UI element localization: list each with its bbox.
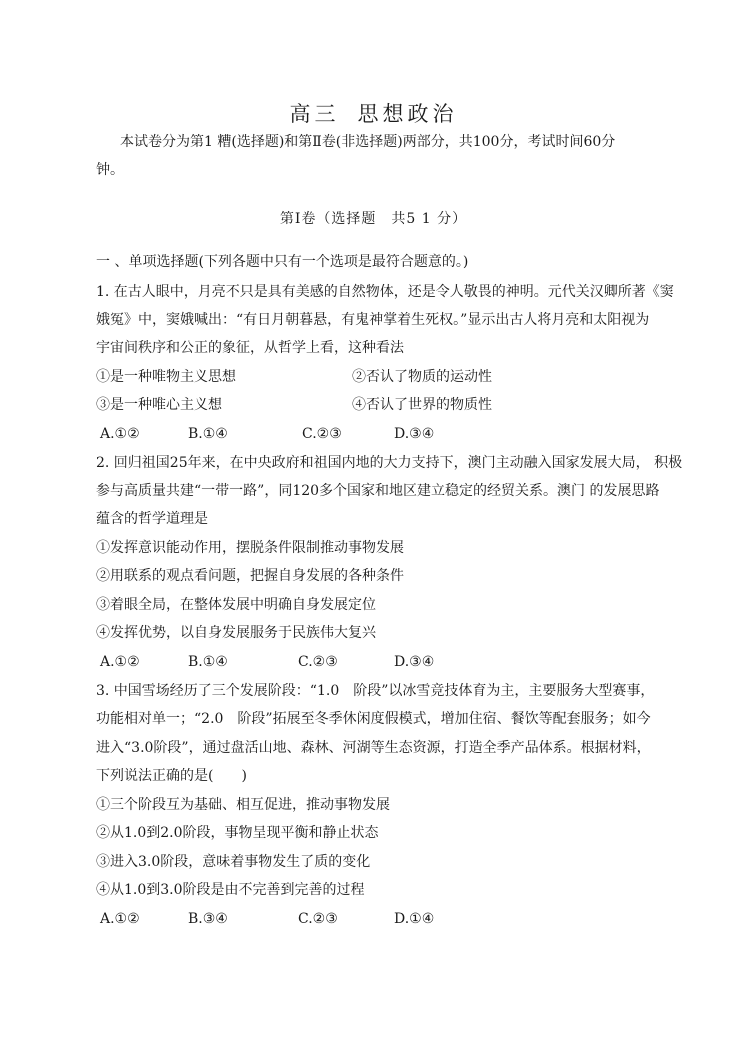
q3-statement-2: ②从1.0到2.0阶段，事物呈现平衡和静止状态: [96, 825, 379, 841]
q2-statement-4: ④发挥优势，以自身发展服务于民族伟大复兴: [96, 625, 376, 641]
subject-label: 思想政治: [357, 102, 458, 126]
q2-choice-d: D.③④: [394, 654, 435, 670]
intro-line-1: 本试卷分为第1 糟(选择题)和第Ⅱ卷(非选择题)两部分，共100分，考试时间60分: [120, 134, 616, 150]
q3-statement-3: ③进入3.0阶段，意味着事物发生了质的变化: [96, 854, 371, 870]
q3-choice-d: D.①④: [394, 911, 435, 927]
q1-stem-line-1: 1. 在古人眼中，月亮不只是具有美感的自然物体，还是令人敬畏的神明。元代关汉卿所著《窦: [96, 284, 674, 300]
q1-choice-c: C.②③: [302, 426, 342, 442]
q3-stem-line-4: 下列说法正确的是( ): [96, 768, 247, 784]
q2-statement-3: ③着眼全局，在整体发展中明确自身发展定位: [96, 597, 376, 613]
q2-statement-2: ②用联系的观点看问题，把握自身发展的各种条件: [96, 568, 404, 584]
q2-stem-line-2: 参与高质量共建“一带一路”，同120多个国家和地区建立稳定的经贸关系。澳门 的发展思路: [96, 483, 660, 499]
q2-choice-a: A.①②: [100, 654, 140, 670]
q2-stem-line-3: 蕴含的哲学道理是: [96, 511, 208, 527]
q3-choice-c: C.②③: [298, 911, 338, 927]
q1-choice-b: B.①④: [188, 426, 228, 442]
q3-statement-4: ④从1.0到3.0阶段是由不完善到完善的过程: [96, 882, 365, 898]
q3-choice-a: A.①②: [100, 911, 140, 927]
intro-line-2: 钟。: [96, 162, 124, 178]
q2-stem-line-1: 2. 回归祖国25年来，在中央政府和祖国内地的大力支持下，澳门主动融入国家发展大局， 积极: [96, 455, 683, 471]
q1-choice-d: D.③④: [394, 426, 435, 442]
q1-statement-1: ①是一种唯物主义思想: [96, 369, 236, 385]
q1-stem-line-2: 娥冤》中，窦娥喊出：“有日月朝暮悬，有鬼神掌着生死权。”显示出古人将月亮和太阳视为: [96, 312, 650, 328]
q3-stem-line-2: 功能相对单一；“2.0 阶段”拓展至冬季休闲度假模式，增加住宿、餐饮等配套服务；如今: [96, 711, 651, 727]
q2-choice-b: B.①④: [188, 654, 228, 670]
section-title: 第Ⅰ卷（选择题 共5 1 分）: [279, 211, 468, 227]
q3-choice-b: B.③④: [188, 911, 228, 927]
q3-stem-line-1: 3. 中国雪场经历了三个发展阶段：“1.0 阶段”以冰雪竞技体育为主，主要服务大型赛事，: [96, 683, 655, 699]
q1-stem-line-3: 宇宙间秩序和公正的象征，从哲学上看，这种看法: [96, 340, 404, 356]
q3-statement-1: ①三个阶段互为基础、相互促进，推动事物发展: [96, 797, 390, 813]
q1-statement-4: ④否认了世界的物质性: [352, 397, 492, 413]
part-heading: 一 、单项选择题(下列各题中只有一个选项是最符合题意的。): [96, 254, 469, 270]
grade-label: 高三: [289, 102, 340, 126]
q2-statement-1: ①发挥意识能动作用，摆脱条件限制推动事物发展: [96, 540, 404, 556]
q1-choice-a: A.①②: [100, 426, 140, 442]
exam-title: [0, 98, 747, 128]
q2-choice-c: C.②③: [298, 654, 338, 670]
q1-statement-3: ③是一种唯心主义想: [96, 397, 222, 413]
q3-stem-line-3: 进入“3.0阶段”，通过盘活山地、森林、河湖等生态资源，打造全季产品体系。根据材料，: [96, 740, 651, 756]
q1-statement-2: ②否认了物质的运动性: [352, 369, 492, 385]
